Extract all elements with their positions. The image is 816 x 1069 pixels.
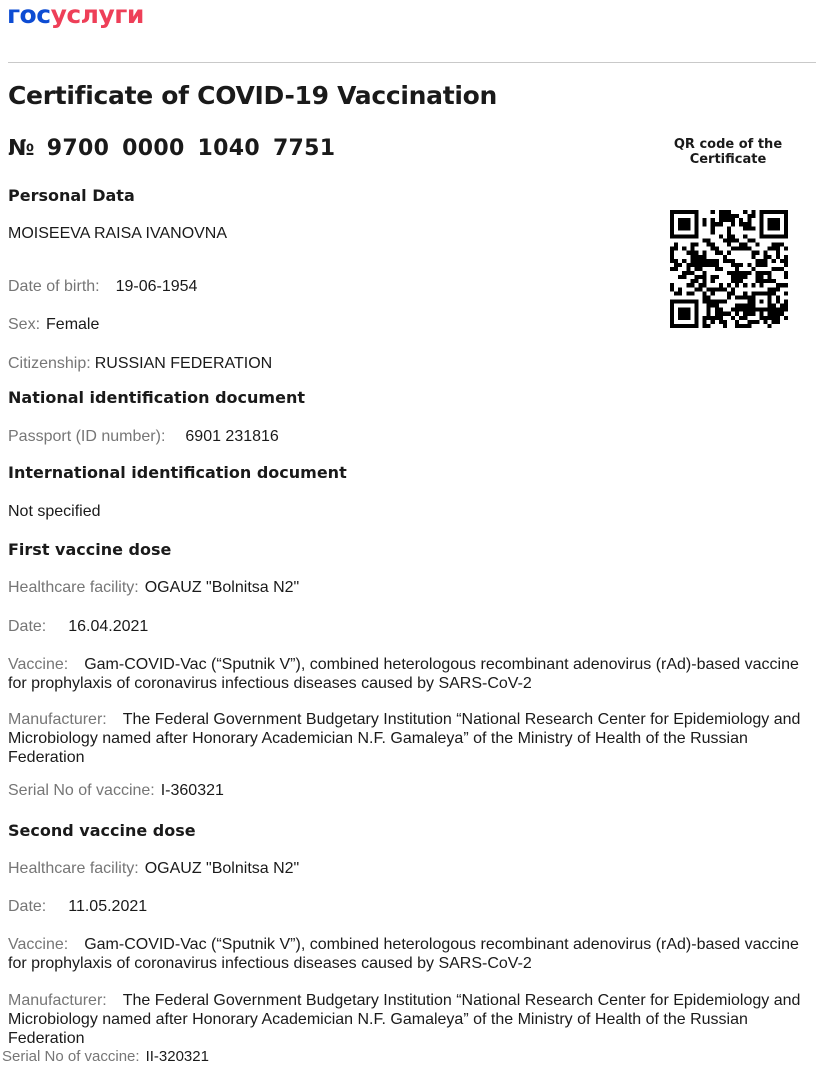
citizenship-value: RUSSIAN FEDERATION bbox=[94, 355, 273, 372]
dob-label: Date of birth: bbox=[8, 278, 100, 295]
dose1-facility-row bbox=[8, 578, 299, 598]
sex-row bbox=[8, 315, 99, 335]
dose1-facility-value: OGAUZ "Bolnitsa N2" bbox=[144, 579, 300, 596]
dose1-date-value: 16.04.2021 bbox=[68, 618, 149, 635]
dose1-vaccine-label: Vaccine: bbox=[8, 656, 69, 673]
dose2-vaccine-value: Gam-COVID-Vac (“Sputnik V”), combined heterologous recombinant adenovirus (rAd)-based vaccine for prophylaxis of coronavirus infectious diseases caused by SARS-CoV-2 bbox=[8, 936, 799, 972]
dose2-serial-label: Serial No of vaccine: bbox=[2, 1048, 140, 1065]
dose1-vaccine-row bbox=[8, 655, 808, 693]
logo-part-gos: гос bbox=[7, 0, 51, 29]
second-dose-heading: Second vaccine dose bbox=[8, 821, 196, 840]
national-doc-heading: National identification document bbox=[8, 388, 305, 407]
dose2-facility-row bbox=[8, 859, 299, 879]
personal-data-heading: Personal Data bbox=[8, 186, 135, 205]
dose1-serial-row bbox=[8, 781, 224, 801]
gosuslugi-logo[interactable] bbox=[7, 0, 144, 30]
international-doc-value: Not specified bbox=[8, 503, 101, 520]
full-name: MOISEEVA RAISA IVANOVNA bbox=[8, 225, 228, 242]
dose2-date-label: Date: bbox=[8, 898, 47, 915]
citizenship-label: Citizenship: bbox=[8, 355, 91, 372]
dose2-vaccine-row bbox=[8, 935, 808, 973]
dose1-date-label: Date: bbox=[8, 618, 47, 635]
passport-value: 6901 231816 bbox=[185, 428, 279, 445]
dose1-vaccine-value: Gam-COVID-Vac (“Sputnik V”), combined heterologous recombinant adenovirus (rAd)-based vaccine for prophylaxis of coronavirus infectious diseases caused by SARS-CoV-2 bbox=[8, 656, 799, 692]
dose1-manufacturer-value: The Federal Government Budgetary Institution “National Research Center for Epidemiology and Microbiology named after Honorary Academician N.F. Gamaleya” of the Ministry of Health of the Russian Federation bbox=[8, 711, 801, 766]
dose1-date-row bbox=[8, 617, 148, 637]
passport-label: Passport (ID number): bbox=[8, 428, 166, 445]
number-sign: № bbox=[8, 136, 35, 161]
page-title: Certificate of COVID-19 Vaccination bbox=[8, 81, 498, 110]
dose2-manufacturer-value: The Federal Government Budgetary Institution “National Research Center for Epidemiology and Microbiology named after Honorary Academician N.F. Gamaleya” of the Ministry of Health of the Russian Federation bbox=[8, 992, 801, 1047]
qr-caption-line1: QR code of the bbox=[673, 137, 783, 152]
certificate-number-value: 9700 0000 1040 7751 bbox=[46, 136, 336, 161]
dose2-serial-value: II-320321 bbox=[145, 1048, 209, 1065]
dob-row bbox=[8, 277, 197, 297]
certificate-number bbox=[8, 134, 335, 164]
first-dose-heading: First vaccine dose bbox=[8, 540, 172, 559]
dose2-date-row bbox=[8, 897, 147, 917]
dose2-serial-row bbox=[2, 1048, 209, 1066]
dob-value: 19-06-1954 bbox=[115, 278, 198, 295]
dose2-facility-value: OGAUZ "Bolnitsa N2" bbox=[144, 860, 300, 877]
dose2-date-value: 11.05.2021 bbox=[68, 898, 148, 915]
dose1-serial-label: Serial No of vaccine: bbox=[8, 782, 155, 799]
citizenship-row bbox=[8, 354, 272, 374]
logo-part-uslugi: услуги bbox=[50, 0, 144, 29]
qr-caption-line2: Certificate bbox=[689, 152, 767, 167]
qr-caption bbox=[660, 137, 796, 167]
header-divider bbox=[8, 62, 816, 63]
dose1-manufacturer-row bbox=[8, 710, 808, 767]
dose1-facility-label: Healthcare facility: bbox=[8, 579, 139, 596]
dose2-facility-label: Healthcare facility: bbox=[8, 860, 139, 877]
passport-row bbox=[8, 427, 279, 447]
dose1-serial-value: I-360321 bbox=[160, 782, 224, 799]
international-doc-heading: International identification document bbox=[8, 463, 347, 482]
dose2-manufacturer-label: Manufacturer: bbox=[8, 992, 107, 1009]
dose1-manufacturer-label: Manufacturer: bbox=[8, 711, 107, 728]
sex-label: Sex: bbox=[8, 316, 41, 333]
dose2-manufacturer-row bbox=[8, 991, 808, 1048]
sex-value: Female bbox=[46, 316, 100, 333]
qr-code-icon[interactable] bbox=[670, 210, 788, 328]
dose2-vaccine-label: Vaccine: bbox=[8, 936, 69, 953]
